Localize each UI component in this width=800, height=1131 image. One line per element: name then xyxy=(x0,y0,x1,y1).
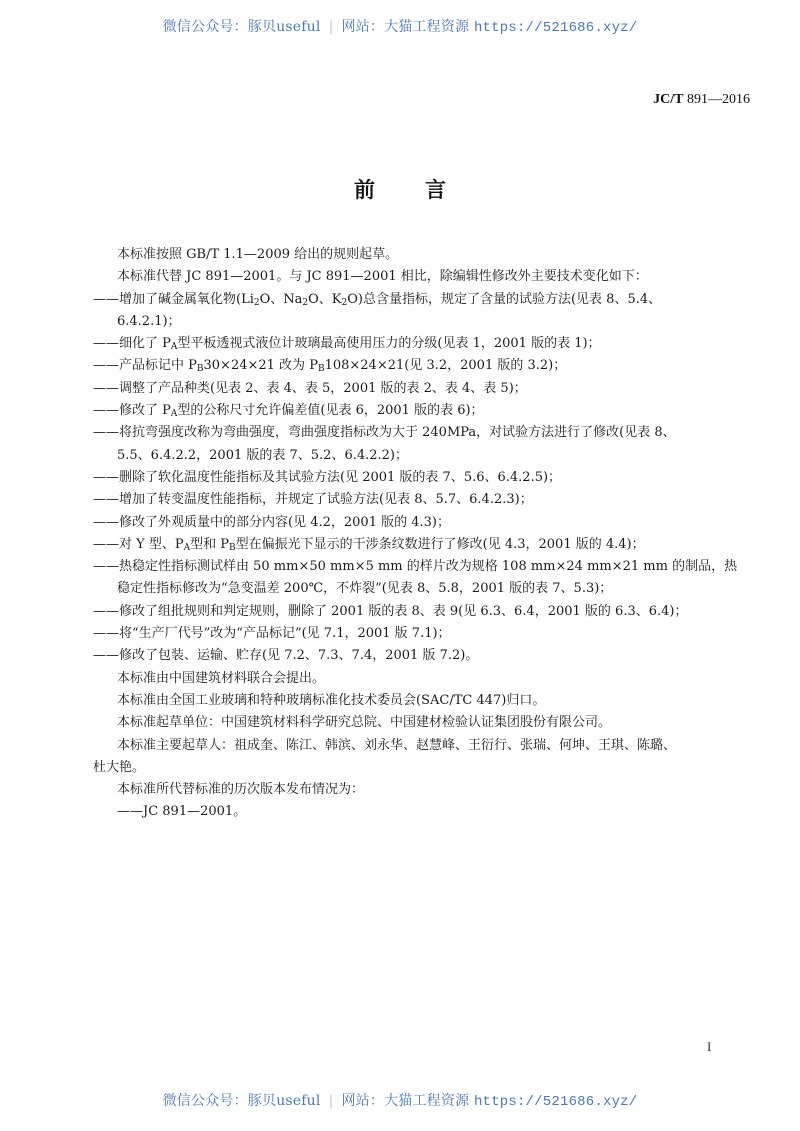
standard-code-prefix: JC/T xyxy=(653,92,684,107)
watermark-wechat: 微信公众号：豚贝useful xyxy=(162,1093,321,1109)
change-item-6: ——将抗弯强度改称为弯曲强度，弯曲强度指标改为大于 240MPa，对试验方法进行了修改(见表 8、 xyxy=(93,425,676,441)
watermark-top xyxy=(0,16,800,36)
change-item-4: ——调整了产品种类(见表 2、表 4、表 5，2001 版的表 2、表 4、表 5)； xyxy=(93,380,527,396)
watermark-site-label: 网站：大猫工程资源 xyxy=(341,19,470,35)
change-item-1: ——增加了碱金属氧化物($Li_2O$、$Na_2O$、$K_2O$)总含量指标，规定了含量的试验方法(见表 8、5.4、 xyxy=(93,291,662,308)
watermark-site-label: 网站：大猫工程资源 xyxy=(341,1093,470,1109)
change-item-10: ——对 Y 型、$P_A$型和 $P_B$型在偏振光下显示的干涉条纹数进行了修改(见 4.3，2001 版的 4.4)； xyxy=(93,536,645,553)
change-item-14: ——修改了包装、运输、贮存(见 7.2、7.3、7.4，2001 版 7.2)。 xyxy=(93,648,479,664)
page-number: I xyxy=(707,1039,712,1054)
history-heading: 本标准所代替标准的历次版本发布情况为： xyxy=(117,782,365,798)
change-item-6-continued: 5.5、6.4.2.2，2001 版的表 7、5.2、6.4.2.2)； xyxy=(117,447,409,463)
watermark-separator: | xyxy=(328,19,334,35)
drafters-continued: 杜大艳。 xyxy=(93,759,146,775)
standard-code xyxy=(653,92,750,108)
watermark-url[interactable]: https://521686.xyz/ xyxy=(473,1094,638,1110)
watermark-separator: | xyxy=(328,1093,334,1109)
change-item-12: ——修改了组批规则和判定规则，删除了 2001 版的表 8、表 9(见 6.3、6.4，2001 版的 6.3、6.4)； xyxy=(93,603,688,619)
watermark-wechat: 微信公众号：豚贝useful xyxy=(162,19,321,35)
intro-line-2: 本标准代替 JC 891—2001。与 JC 891—2001 相比，除编辑性修改外主要技术变化如下： xyxy=(117,269,648,285)
watermark-url[interactable]: https://521686.xyz/ xyxy=(473,20,638,36)
page-title xyxy=(0,174,800,204)
change-item-2: ——细化了 $P_A$型平板透视式液位计玻璃最高使用压力的分级(见表 1，2001 版的表 1)； xyxy=(93,336,601,353)
foreword-body xyxy=(93,244,745,824)
drafting-units: 本标准起草单位：中国建筑材料科学研究总院、中国建材检验认证集团股份有限公司。 xyxy=(117,715,612,731)
watermark-bottom xyxy=(0,1090,800,1110)
change-item-11: ——热稳定性指标测试样由 50 mm×50 mm×5 mm 的样片改为规格 108 mm×24 mm×21 mm 的制品，热 xyxy=(93,559,738,575)
history-item: ——JC 891—2001。 xyxy=(117,804,247,820)
change-item-8: ——增加了转变温度性能指标，并规定了试验方法(见表 8、5.7、6.4.2.3)； xyxy=(93,492,533,508)
change-item-1-continued: 6.4.2.1)； xyxy=(117,313,181,329)
change-item-7: ——删除了软化温度性能指标及其试验方法(见 2001 版的表 7、5.6、6.4.2.5)； xyxy=(93,469,562,485)
title-char-1: 前 xyxy=(354,178,375,202)
drafters: 本标准主要起草人：祖成奎、陈江、韩滨、刘永华、赵慧峰、王衍行、张瑞、何坤、王琪、陈璐、 xyxy=(117,737,677,753)
change-item-3: ——产品标记中 $P_B30\times 24\times 21$ 改为 $P_B108\times 24\times 21$(见 3.2，2001 版的 3.2)； xyxy=(93,358,567,375)
change-item-5: ——修改了 $P_A$型的公称尺寸允许偏差值(见表 6，2001 版的表 6)； xyxy=(93,403,484,420)
intro-line-1: 本标准按照 GB/T 1.1—2009 给出的规则起草。 xyxy=(117,247,399,262)
committee-statement: 本标准由全国工业玻璃和特种玻璃标准化技术委员会(SAC/TC 447)归口。 xyxy=(117,692,546,708)
title-char-2: 言 xyxy=(425,178,446,202)
standard-code-number: 891—2016 xyxy=(683,92,750,107)
change-item-11-continued: 稳定性指标修改为“急变温差 200℃，不炸裂”(见表 8、5.8，2001 版的表 7、5.3)； xyxy=(117,581,613,597)
change-item-9: ——修改了外观质量中的部分内容(见 4.2，2001 版的 4.3)； xyxy=(93,514,450,530)
change-item-13: ——将“生产厂代号”改为“产品标记”(见 7.1，2001 版 7.1)； xyxy=(93,626,451,642)
proposer-statement: 本标准由中国建筑材料联合会提出。 xyxy=(117,670,326,686)
